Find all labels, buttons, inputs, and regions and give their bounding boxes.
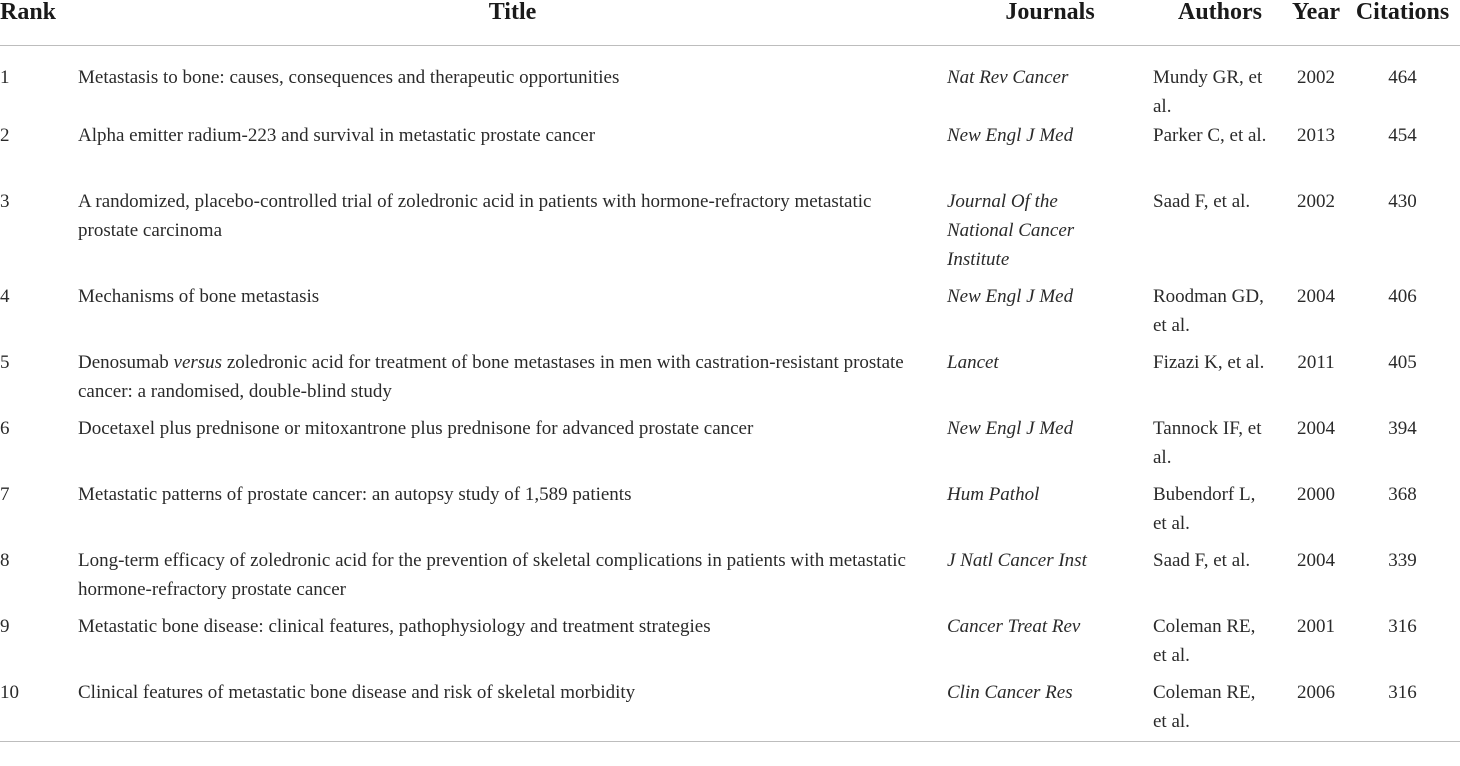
cell-journal — [947, 612, 1153, 678]
journal-text: J Natl Cancer Inst — [947, 550, 1087, 571]
authors-text: Fizazi K, et al. — [1153, 352, 1265, 373]
cell-citations: 339 — [1388, 550, 1417, 571]
title-text: Clinical features of metastatic bone disease and risk of skeletal morbidity — [78, 682, 636, 703]
title-text: Metastatic bone disease: clinical features, pathophysiology and treatment strategies — [78, 616, 711, 637]
cell-title — [78, 121, 947, 187]
table-row — [0, 678, 1460, 742]
cell-journal — [947, 414, 1153, 480]
authors-text: Mundy GR, et al. — [1153, 67, 1263, 117]
cell-authors — [1153, 121, 1287, 187]
cell-title — [78, 678, 947, 742]
header-citations: Citations — [1345, 0, 1460, 46]
header-year: Year — [1287, 0, 1345, 46]
cell-title — [78, 348, 947, 414]
journal-text: Lancet — [947, 352, 999, 373]
cell-rank: 6 — [0, 418, 10, 439]
journal-text: Clin Cancer Res — [947, 682, 1073, 703]
cell-year: 2011 — [1297, 352, 1335, 373]
cell-authors — [1153, 678, 1287, 742]
journal-text: Cancer Treat Rev — [947, 616, 1081, 637]
cell-citations: 406 — [1388, 286, 1417, 307]
cell-rank: 10 — [0, 678, 78, 742]
authors-text: Saad F, et al. — [1153, 191, 1251, 212]
cell-title — [78, 414, 947, 480]
cell-title — [78, 612, 947, 678]
cell-authors — [1153, 348, 1287, 414]
journal-text: New Engl J Med — [947, 418, 1074, 439]
authors-text: Bubendorf L, et al. — [1153, 484, 1256, 534]
title-text: Docetaxel plus prednisone or mitoxantrone plus prednisone for advanced prostate cancer — [78, 418, 754, 439]
journal-text: Hum Pathol — [947, 484, 1040, 505]
cell-journal — [947, 480, 1153, 546]
cell-authors — [1153, 480, 1287, 546]
cell-citations: 454 — [1388, 125, 1417, 146]
cell-title — [78, 480, 947, 546]
cell-citations: 368 — [1388, 484, 1417, 505]
title-text: Metastasis to bone: causes, consequences and therapeutic opportunities — [78, 67, 620, 88]
table-row — [0, 348, 1460, 414]
cell-title — [78, 187, 947, 282]
table-row — [0, 612, 1460, 678]
cell-journal — [947, 121, 1153, 187]
table-row — [0, 414, 1460, 480]
cell-authors — [1153, 187, 1287, 282]
cell-journal — [947, 678, 1153, 742]
cell-citations: 405 — [1388, 352, 1417, 373]
cell-journal — [947, 46, 1153, 122]
journal-text: New Engl J Med — [947, 125, 1074, 146]
authors-text: Coleman RE, et al. — [1153, 682, 1256, 732]
cell-citations: 316 — [1345, 678, 1460, 742]
cell-year: 2004 — [1297, 418, 1335, 439]
title-text: Alpha emitter radium-223 and survival in metastatic prostate cancer — [78, 125, 596, 146]
header-rank: Rank — [0, 0, 78, 46]
title-text: Metastatic patterns of prostate cancer: an autopsy study of 1,589 patients — [78, 484, 632, 505]
authors-text: Tannock IF, et al. — [1153, 418, 1262, 468]
header-journals: Journals — [947, 0, 1153, 46]
cell-journal — [947, 187, 1153, 282]
header-authors: Authors — [1153, 0, 1287, 46]
cell-citations: 464 — [1388, 67, 1417, 88]
title-text: A randomized, placebo-controlled trial of zoledronic acid in patients with hormone-refractory metastatic prostate carcinoma — [78, 191, 872, 241]
cell-journal — [947, 282, 1153, 348]
cell-journal — [947, 348, 1153, 414]
authors-text: Roodman GD, et al. — [1153, 286, 1264, 336]
cell-citations: 394 — [1388, 418, 1417, 439]
cell-authors — [1153, 414, 1287, 480]
header-title: Title — [78, 0, 947, 46]
table-row — [0, 282, 1460, 348]
authors-text: Coleman RE, et al. — [1153, 616, 1256, 666]
cell-year: 2004 — [1297, 286, 1335, 307]
authors-text: Saad F, et al. — [1153, 550, 1251, 571]
cell-citations: 430 — [1388, 191, 1417, 212]
title-text-post: zoledronic acid for treatment of bone metastases in men with castration-resistant prostate cancer: a randomised, double-blind study — [78, 352, 904, 402]
table-row — [0, 480, 1460, 546]
title-text: Mechanisms of bone metastasis — [78, 286, 320, 307]
cell-rank: 7 — [0, 484, 10, 505]
title-text: Long-term efficacy of zoledronic acid for the prevention of skeletal complications in patients with metastatic hormone-refractory prostate cancer — [78, 550, 906, 600]
cell-year: 2001 — [1297, 616, 1335, 637]
cell-rank: 2 — [0, 125, 10, 146]
table-row — [0, 46, 1460, 122]
authors-text: Parker C, et al. — [1153, 125, 1267, 146]
cell-rank: 3 — [0, 191, 10, 212]
table-row — [0, 121, 1460, 187]
cell-year: 2002 — [1297, 191, 1335, 212]
cell-authors — [1153, 282, 1287, 348]
cell-year: 2013 — [1297, 125, 1335, 146]
cell-rank: 9 — [0, 616, 10, 637]
title-text-emphasis: versus — [173, 352, 223, 373]
cell-year: 2004 — [1297, 550, 1335, 571]
journal-text: Journal Of the National Cancer Institute — [947, 191, 1075, 270]
cell-citations: 316 — [1388, 616, 1417, 637]
journal-text: New Engl J Med — [947, 286, 1074, 307]
title-text-pre: Denosumab — [78, 352, 174, 373]
cell-title — [78, 282, 947, 348]
table-row — [0, 546, 1460, 612]
cell-authors — [1153, 546, 1287, 612]
cell-authors — [1153, 46, 1287, 122]
cell-rank: 1 — [0, 67, 10, 88]
cell-authors — [1153, 612, 1287, 678]
cell-rank: 4 — [0, 286, 10, 307]
cell-rank: 5 — [0, 352, 10, 373]
table-row — [0, 187, 1460, 282]
cell-year: 2000 — [1297, 484, 1335, 505]
journal-text: Nat Rev Cancer — [947, 67, 1069, 88]
cell-year: 2002 — [1297, 67, 1335, 88]
cell-title — [78, 546, 947, 612]
cell-rank: 8 — [0, 550, 10, 571]
cell-journal — [947, 546, 1153, 612]
header-row — [0, 0, 1460, 46]
cell-year: 2006 — [1287, 678, 1345, 742]
cell-title — [78, 46, 947, 122]
